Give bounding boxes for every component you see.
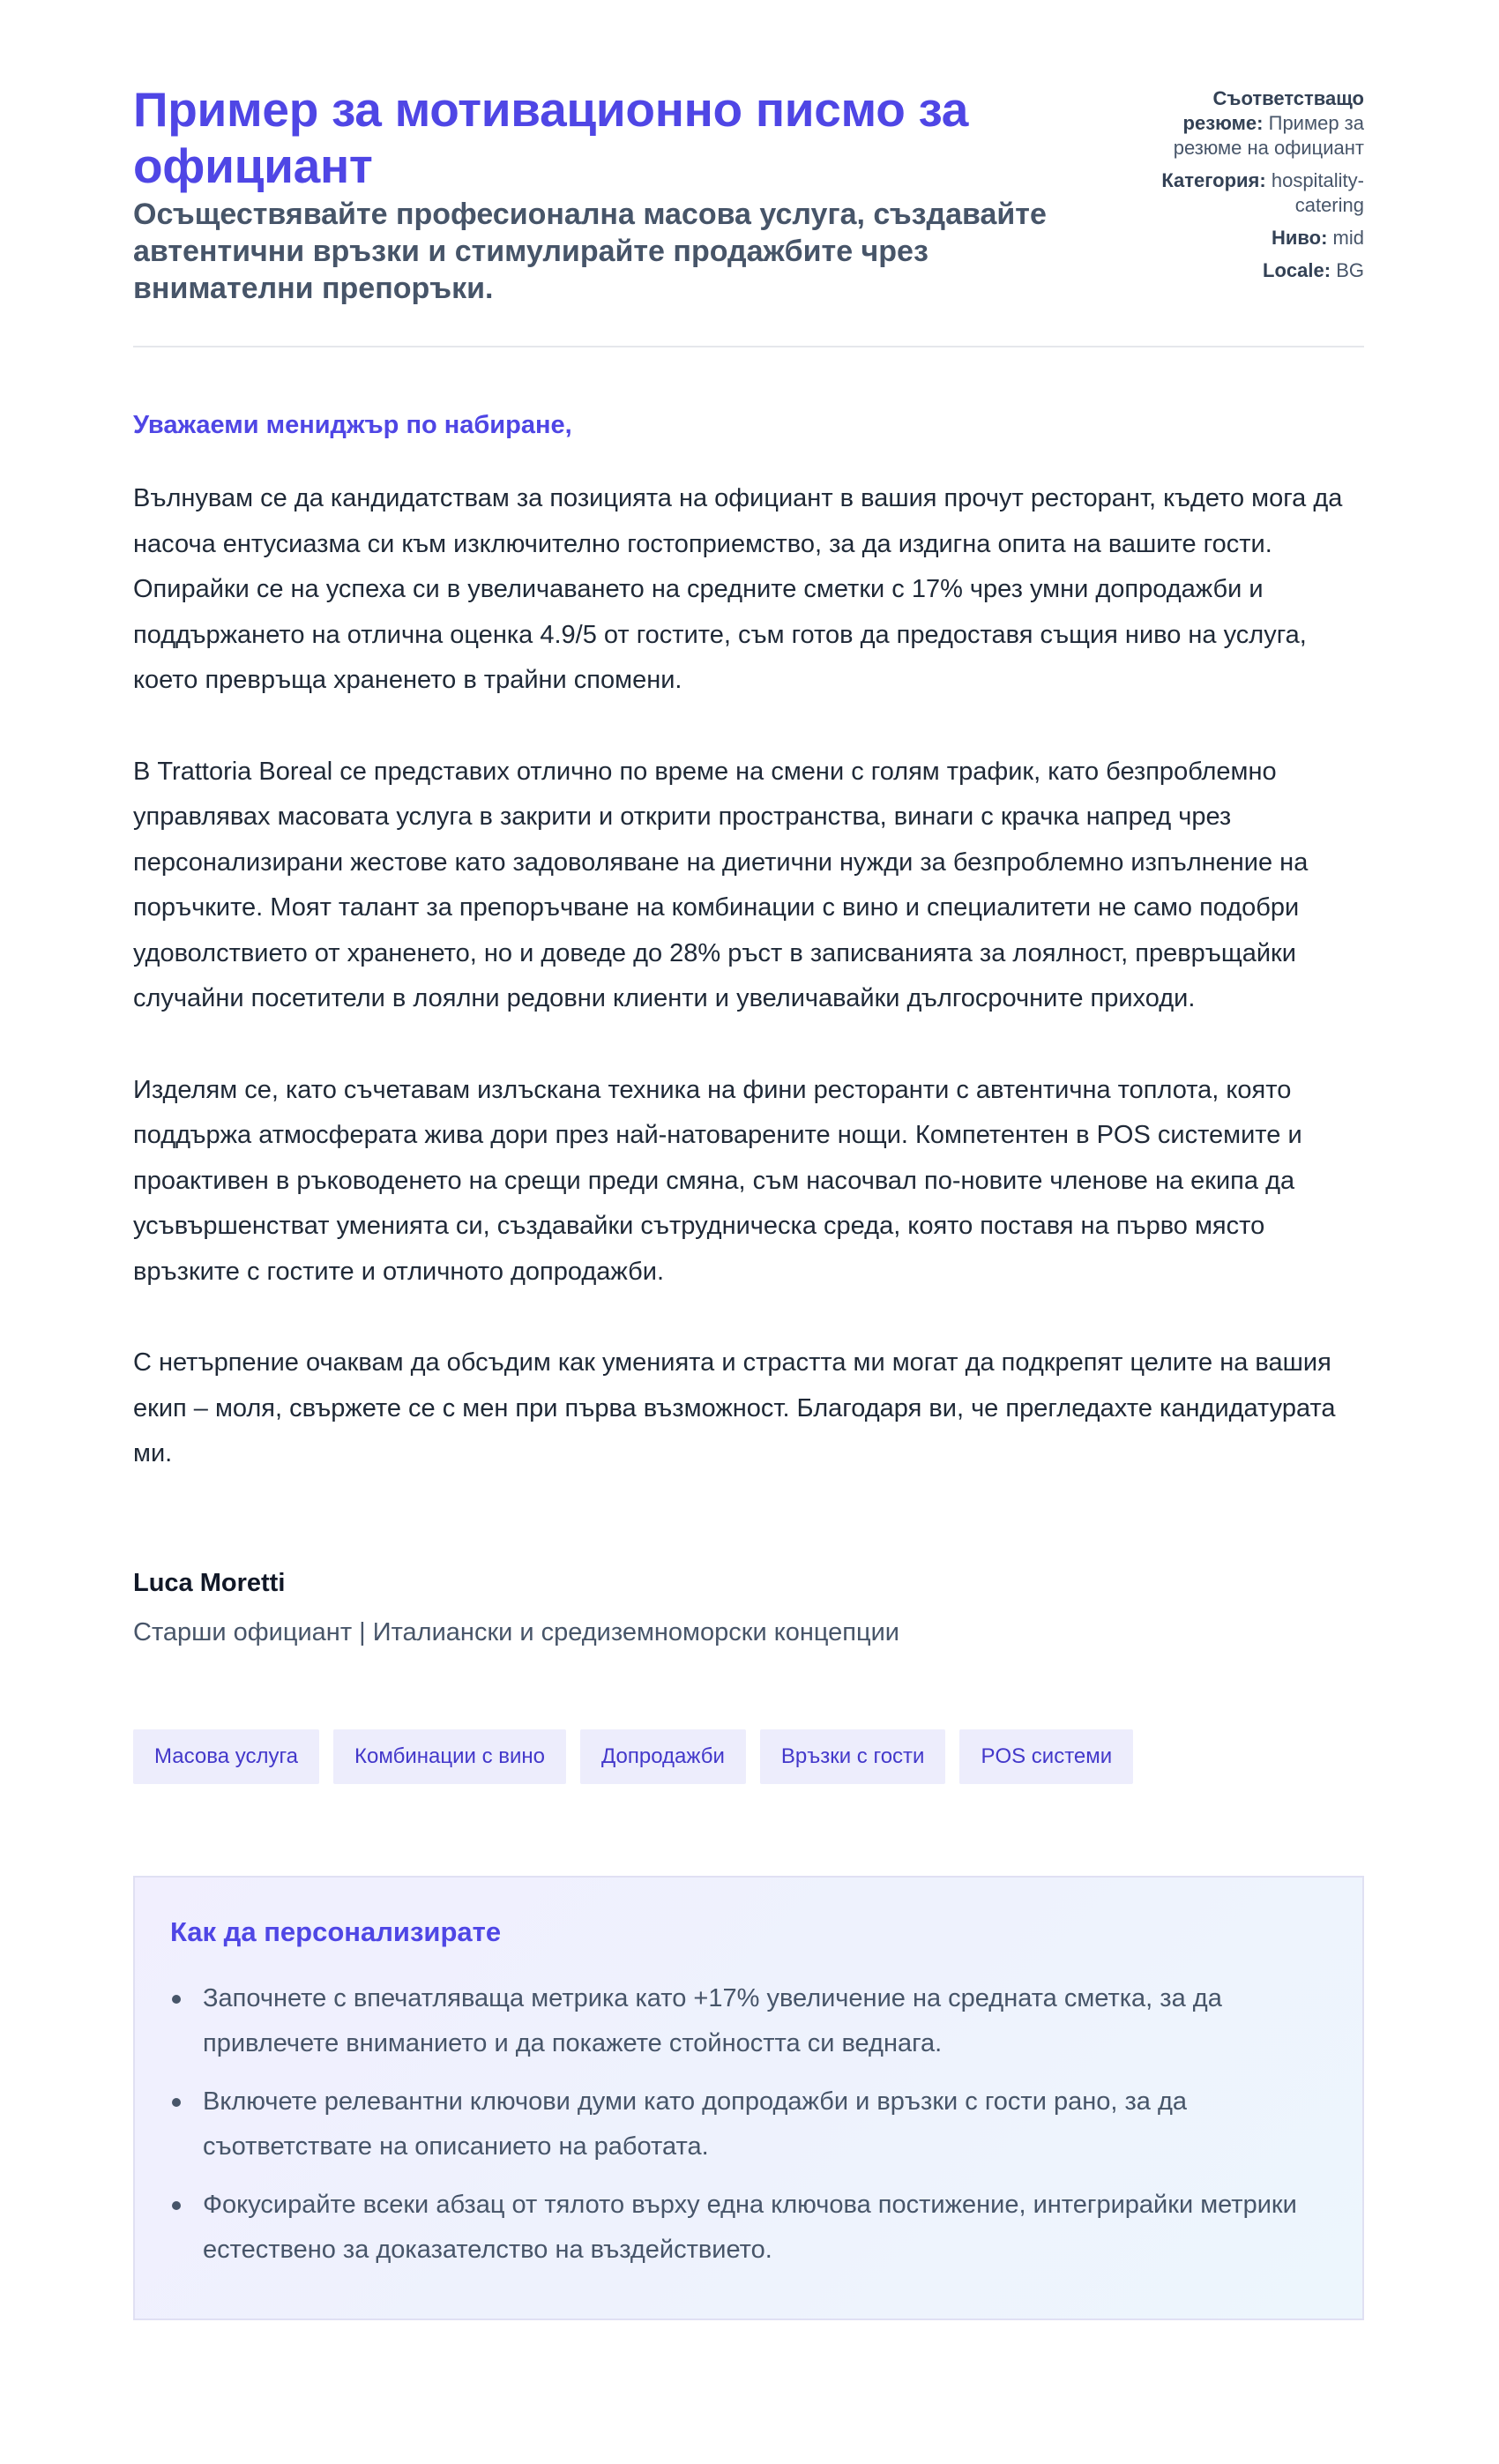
letter-paragraph: С нетърпение очаквам да обсъдим как уменията и страстта ми могат да подкрепят целите на вашия екип – моля, свържете се с мен при първа възможност. Благодаря ви, че прегледахте кандидатурата ми.: [133, 1348, 1336, 1467]
page-header: [133, 81, 1364, 347]
header-titles: [133, 81, 1050, 307]
meta-key: Съответстващо резюме:: [1182, 87, 1364, 134]
meta-category: [1144, 168, 1364, 218]
skill-tag[interactable]: POS системи: [959, 1729, 1133, 1784]
letter-greeting: Уважаеми мениджър по набиране,: [133, 411, 572, 439]
cover-letter-page: [133, 0, 1364, 2320]
letter-paragraph: Вълнувам се да кандидатствам за позицията на официант в вашия прочут ресторант, където мога да насоча ентусиазма си към изключително гостоприемство, за да издигна опита на вашите гости. Опирайки се на успеха си в увеличаването на средните сметки с 17% чрез умни допродажби и поддържането на отлична оценка 4.9/5 от гостите, съм готов да предоставя същия ниво на услуга, което превръща храненето в трайни спомени.: [133, 484, 1343, 694]
customization-tips-box: [133, 1876, 1364, 2320]
signature-title: Старши официант | Италиански и средиземноморски концепции: [133, 1617, 899, 1646]
meta-locale: [1144, 258, 1364, 283]
letter-paragraphs: [133, 476, 1364, 1477]
page-title: Пример за мотивационно писмо за официант: [133, 82, 969, 193]
tip-text: Включете релевантни ключови думи като допродажби и връзки с гости рано, за да съответствате на описанието на работата.: [203, 2087, 1188, 2161]
meta-level: [1144, 226, 1364, 250]
tips-list: [170, 1976, 1327, 2273]
bullet-icon: [172, 1995, 181, 2004]
skill-tag[interactable]: Масова услуга: [133, 1729, 319, 1784]
metadata-panel: [1144, 86, 1364, 291]
meta-value: BG: [1336, 259, 1364, 281]
signature-block: [133, 1565, 1364, 1650]
skill-tag[interactable]: Връзки с гости: [760, 1729, 946, 1784]
tips-list-item: [170, 2183, 1327, 2273]
letter-body: [133, 407, 1364, 1477]
tip-text: Фокусирайте всеки абзац от тялото върху една ключова постижение, интегрирайки метрики естествено за доказателство на въздействието.: [203, 2190, 1297, 2264]
letter-paragraph: Изделям се, като съчетавам излъскана техника на фини ресторанти с автентична топлота, която поддържа атмосферата жива дори през най-натоварените нощи. Компетентен в POS системите и проактивен в ръководенето на срещи преди смяна, съм насочвал по-новите членове на екипа да усъвършенстват уменията си, създавайки сътрудническа среда, която поставя на първо място връзките с гостите и отличното допродажби.: [133, 1075, 1302, 1286]
skill-tags: [133, 1729, 1364, 1784]
meta-key: Locale:: [1263, 259, 1331, 281]
tips-list-item: [170, 1976, 1327, 2066]
tip-text: Започнете с впечатляваща метрика като +17% увеличение на средната сметка, за да привлечете вниманието и да покажете стойността си веднага.: [203, 1983, 1222, 2057]
meta-key: Категория:: [1161, 169, 1266, 191]
meta-matching-resume: [1144, 86, 1364, 161]
page-subtitle: Осъществявайте професионална масова услуга, създавайте автентични връзки и стимулирайте продажбите чрез внимателни препоръки.: [133, 198, 1047, 305]
meta-value: Пример за резюме на официант: [1173, 112, 1364, 159]
meta-value: hospitality-catering: [1271, 169, 1364, 216]
skill-tag[interactable]: Допродажби: [580, 1729, 746, 1784]
tips-title: Как да персонализирате: [170, 1915, 502, 1947]
tips-list-item: [170, 2079, 1327, 2169]
meta-key: Ниво:: [1272, 227, 1328, 249]
letter-paragraph: В Trattoria Boreal се представих отлично по време на смени с голям трафик, като безпроблемно управлявах масовата услуга в закрити и открити пространства, винаги с крачка напред чрез персонализирани жестове като задоволяване на диетични нужди за безпроблемно изпълнение на поръчките. Моят талант за препоръчване на комбинации с вино и специалитети не само подобри удоволствието от храненето, но и доведе до 28% ръст в записванията за лоялност, превръщайки случайни посетители в лоялни редовни клиенти и увеличавайки дългосрочните приходи.: [133, 757, 1309, 1012]
bullet-icon: [172, 2098, 181, 2107]
skill-tag[interactable]: Комбинации с вино: [333, 1729, 566, 1784]
signature-name: Luca Moretti: [133, 1568, 286, 1597]
meta-value: mid: [1332, 227, 1364, 249]
bullet-icon: [172, 2201, 181, 2210]
